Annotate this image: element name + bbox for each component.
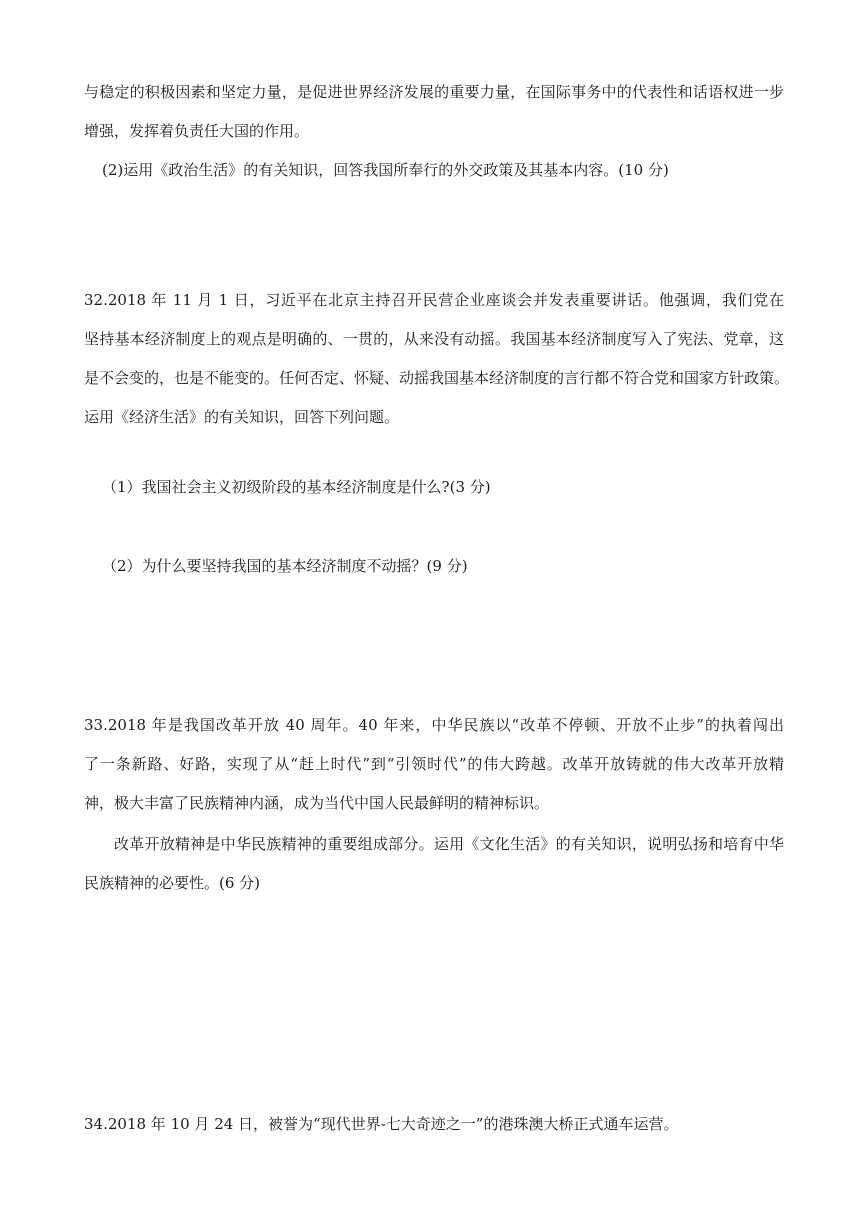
q32-line-1: 32.2018 年 11 月 1 日，习近平在北京主持召开民营企业座谈会并发表重要讲话。他强调，我们党在 <box>84 291 784 309</box>
q33-line-1: 33.2018 年是我国改革开放 40 周年。40 年来，中华民族以“改革不停顿、开放不止步”的执着闯出 <box>84 716 784 734</box>
q33-line-3: 神，极大丰富了民族精神内涵，成为当代中国人民最鲜明的精神标识。 <box>84 794 550 812</box>
sub-question-2-foreign-policy: (2)运用《政治生活》的有关知识，回答我国所奉行的外交政策及其基本内容。(10 分) <box>102 161 669 179</box>
q32-sub-question-1: （1）我国社会主义初级阶段的基本经济制度是什么?(3 分) <box>102 478 491 496</box>
q32-line-2: 坚持基本经济制度上的观点是明确的、一贯的，从来没有动摇。我国基本经济制度写入了宪法、党章，这 <box>84 330 784 348</box>
q34-line-1: 34.2018 年 10 月 24 日，被誉为“现代世界-七大奇迹之一”的港珠澳大桥正式通车运营。 <box>84 1115 679 1133</box>
q32-line-3: 是不会变的，也是不能变的。任何否定、怀疑、动摇我国基本经济制度的言行都不符合党和国家方针政策。 <box>84 369 790 387</box>
q33-line-2: 了一条新路、好路，实现了从“赶上时代”到“引领时代”的伟大跨越。改革开放铸就的伟大改革开放精 <box>84 755 784 773</box>
q32-line-4: 运用《经济生活》的有关知识，回答下列问题。 <box>84 408 400 426</box>
q33-line-4: 改革开放精神是中华民族精神的重要组成部分。运用《文化生活》的有关知识，说明弘扬和培育中华 <box>114 835 784 853</box>
q33-line-5: 民族精神的必要性。(6 分) <box>84 874 261 892</box>
continuation-line-2: 增强，发挥着负责任大国的作用。 <box>84 122 310 140</box>
q32-sub-question-2: （2）为什么要坚持我国的基本经济制度不动摇？(9 分) <box>102 557 468 575</box>
continuation-line-1: 与稳定的积极因素和坚定力量，是促进世界经济发展的重要力量，在国际事务中的代表性和话语权进一步 <box>84 83 784 101</box>
